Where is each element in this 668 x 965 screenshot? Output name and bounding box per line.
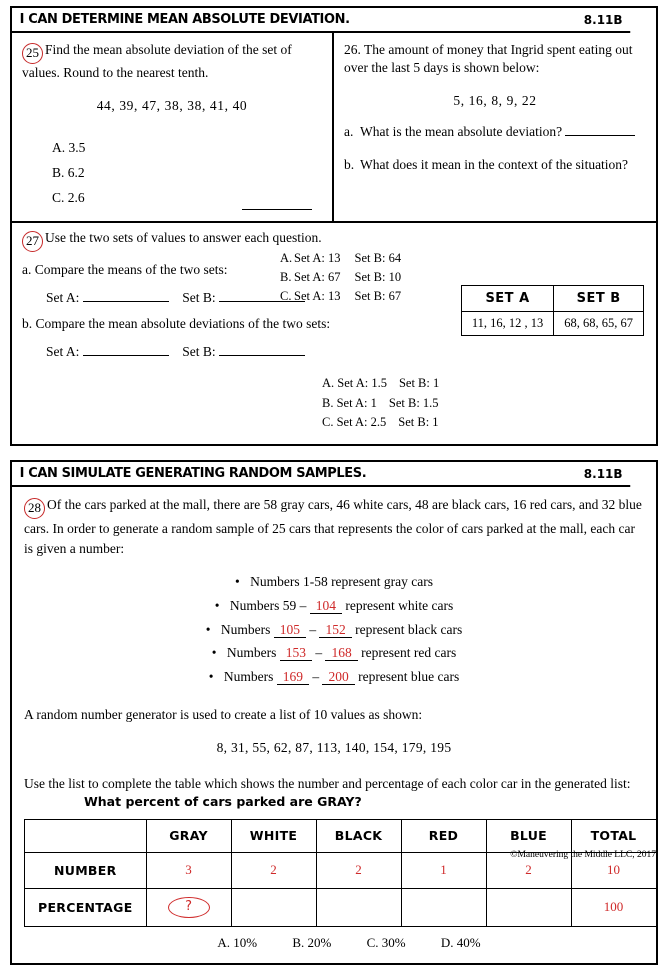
question-28-number: 28 [24,498,45,519]
question-28-prompt: Of the cars parked at the mall, there are 58 gray cars, 46 white cars, 48 are black cars, 16 red cars, and 32 blue cars. In order to generate a random sample of 25 cars that represents the color of cars parked at the mall, each car is given a number: [24,497,642,556]
bullet-4-post: represent red cars [361,645,457,661]
choice-c[interactable] [322,413,646,432]
choice-a-setb: Set B: 1 [398,376,440,391]
question-25-prompt: Find the mean absolute deviation of the set of values. Round to the nearest tenth. [22,42,292,80]
value: 100 [603,899,624,915]
row-label-percentage: PERCENTAGE [25,889,147,927]
choice-c-seta: Set A: 2.5 [336,414,387,429]
header-set-a: SET A [461,286,553,312]
choice-a-letter: A. [322,376,335,391]
question-28-choices [54,934,644,953]
value: 2 [270,862,277,878]
choice-d[interactable]: D. 40% [440,935,481,951]
choice-c-letter: C. [280,288,292,303]
part-b-seta-blank[interactable] [83,344,169,356]
car-color-table [24,819,657,927]
cell-number-black[interactable] [316,853,401,889]
set-a-values: 11, 16, 12 , 13 [461,312,553,336]
question-27-part-b-answers [46,344,646,360]
number-assignment-list [24,570,644,688]
cell-percentage-white[interactable] [231,889,316,927]
section1-header [12,8,630,33]
header-red: RED [401,820,486,853]
part-b-seta-label: Set A: [46,344,80,360]
question-26-part-b [344,156,646,175]
generator-description: A random number generator is used to create a list of 10 values as shown: [24,706,423,722]
bullet-2-end-value[interactable]: 104 [310,598,342,614]
question-26-part-a [344,123,646,142]
question-25-answer-blank[interactable] [242,197,312,215]
choice-c[interactable] [280,287,401,306]
cell-number-white[interactable] [231,853,316,889]
choice-c[interactable]: C. 2.6 [52,190,85,206]
question-25-text-block [22,41,322,82]
question-28 [12,487,656,963]
part-b-setb-label: Set B: [182,344,216,360]
cell-number-red[interactable] [401,853,486,889]
bullet-3-end-value[interactable]: 152 [319,622,351,638]
choice-b[interactable] [280,268,401,287]
list-item [24,570,644,594]
part-a-text: What is the mean absolute deviation? [360,124,563,140]
question-26-prompt: The amount of money that Ingrid spent eating out over the last 5 days is shown below: [344,42,633,76]
section1-standard-code: 8.11B [583,11,623,27]
choice-b-letter: B. [322,395,334,410]
cell-percentage-gray[interactable] [146,889,231,927]
bullet-5-pre: Numbers [223,668,274,684]
cell-number-gray[interactable] [146,853,231,889]
question-27-part-a-label: a. Compare the means of the two sets: [22,262,228,278]
choice-b[interactable] [322,394,646,413]
header-total: TOTAL [571,820,656,853]
header-set-b: SET B [554,286,644,312]
choice-c-setb: Set B: 67 [354,288,402,303]
part-b-setb-blank[interactable] [219,344,305,356]
question-26-text-block [344,41,646,77]
bullet-4-start-value[interactable]: 153 [280,645,312,661]
section2-title: I CAN SIMULATE GENERATING RANDOM SAMPLES. [19,465,367,482]
choice-c[interactable]: C. 30% [366,935,406,951]
set-b-values: 68, 68, 65, 67 [554,312,644,336]
bullet-5-end-value[interactable]: 200 [322,669,354,685]
section2-header [12,462,630,487]
table-row [25,889,657,927]
bullet-3-post: represent black cars [355,621,463,637]
row-label-number: NUMBER [25,853,147,889]
choice-c-letter: C. [322,414,334,429]
question-27-part-b-choices [322,374,646,432]
choice-a[interactable]: A. 10% [217,935,258,951]
cell-percentage-total[interactable] [571,889,656,927]
choice-a[interactable] [322,374,646,393]
part-b-label: b. [344,157,355,173]
section2-standard-code: 8.11B [583,465,623,481]
bullet-1-text: Numbers 1-58 represent gray cars [250,574,434,590]
bullet-5-start-value[interactable]: 169 [277,669,309,685]
bullet-2-post: represent white cars [345,598,454,613]
choice-b-seta: Set A: 67 [294,269,341,284]
question-26 [334,33,656,221]
part-a-setb-label: Set B: [182,290,216,306]
question-27-part-b-label: b. Compare the mean absolute deviations of the two sets: [22,316,331,332]
choice-a-seta: Set A: 1.5 [337,376,387,391]
bullet-3-start-value[interactable]: 105 [274,622,306,638]
question-27-part-a-choices [280,249,401,305]
choice-a[interactable]: A. 3.5 [52,140,86,156]
cell-percentage-blue[interactable] [486,889,571,927]
answer-line[interactable] [242,198,312,210]
choice-c-setb: Set B: 1 [398,414,439,429]
question-26-values: 5, 16, 8, 9, 22 [453,93,537,109]
choice-a-seta: Set A: 13 [294,251,341,266]
question-26-number: 26. [344,42,361,57]
copyright-footer: ©Maneuvering the Middle LLC, 2017 [510,850,656,860]
choice-a-setb: Set B: 64 [354,251,402,266]
table-header-row [461,286,643,312]
section-mean-absolute-deviation [10,6,658,446]
header-white: WHITE [231,820,316,853]
part-a-answer-blank[interactable] [565,124,635,136]
header-blue: BLUE [486,820,571,853]
choice-b-setb: Set B: 1.5 [388,395,439,410]
part-b-text: What does it mean in the context of the situation? [360,157,629,173]
question-27 [12,221,656,444]
value: 1 [440,862,447,878]
list-item: • Numbers 153 – 168 represent red cars [24,641,644,665]
header-blank [25,820,147,853]
question-28-text-block [24,495,644,558]
question-27-number: 27 [22,231,43,252]
section1-title: I CAN DETERMINE MEAN ABSOLUTE DEVIATION. [19,11,350,27]
question-27-prompt: Use the two sets of values to answer each question. [45,230,322,246]
section1-question-row [12,33,656,221]
bullet-2-pre: Numbers 59 – [229,598,307,613]
header-gray: GRAY [146,820,231,853]
choice-a[interactable] [280,249,401,268]
table-row [461,312,643,336]
value: ? [168,897,210,918]
value: 2 [355,862,362,878]
handwritten-annotation: What percent of cars parked are GRAY? [84,794,362,810]
choice-b[interactable]: B. 20% [292,935,332,951]
part-a-seta-label: Set A: [46,290,80,306]
bullet-5-post: represent blue cars [358,668,460,684]
question-25-number: 25 [22,43,43,64]
value: 3 [185,862,192,878]
part-a-label: a. [344,124,354,140]
choice-b[interactable]: B. 6.2 [52,165,85,181]
value: 2 [525,862,532,878]
cell-percentage-red[interactable] [401,889,486,927]
list-item [24,594,644,618]
choice-b-letter: B. [280,269,292,284]
choice-b-setb: Set B: 10 [354,269,402,284]
section-random-samples [10,460,658,965]
table-header-row [25,820,657,853]
cell-percentage-black[interactable] [316,889,401,927]
question-25-values: 44, 39, 47, 38, 38, 41, 40 [96,98,248,114]
list-item: • Numbers 169 – 200 represent blue cars [24,665,644,689]
table-instruction: Use the list to complete the table which shows the number and percentage of each color car in the generated list: [24,775,631,791]
set-values-table [461,285,644,336]
value: 10 [607,862,621,878]
part-a-seta-blank[interactable] [83,290,169,302]
bullet-4-end-value[interactable]: 168 [325,645,357,661]
bullet-3-pre: Numbers [220,621,271,637]
generated-number-list: 8, 31, 55, 62, 87, 113, 140, 154, 179, 195 [216,740,452,756]
list-item: • Numbers 105 – 152 represent black cars [24,618,644,642]
choice-b-seta: Set A: 1 [336,395,377,410]
question-25 [12,33,334,221]
choice-a-letter: A. [280,251,293,266]
choice-c-seta: Set A: 13 [294,288,341,303]
header-black: BLACK [316,820,401,853]
bullet-4-pre: Numbers [226,645,277,661]
